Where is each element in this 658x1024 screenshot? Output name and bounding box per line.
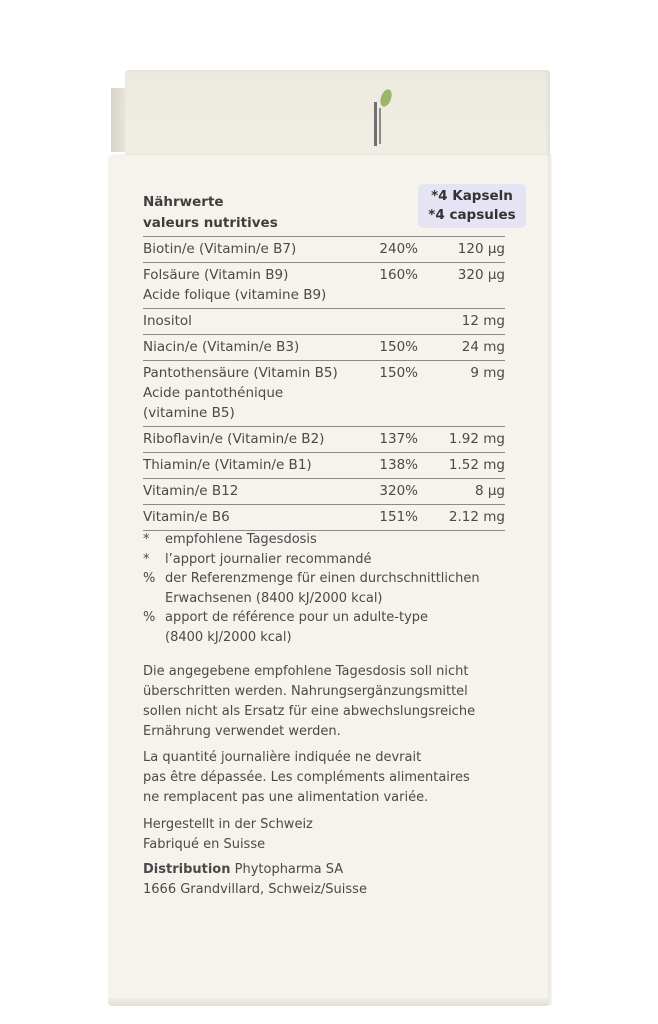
nutrient-name	[143, 263, 368, 309]
footnote	[143, 530, 523, 550]
table-row	[143, 237, 505, 263]
heading-fr: valeurs nutritives	[143, 215, 278, 231]
table-row	[143, 427, 505, 453]
footnote-text	[165, 569, 480, 608]
table-row	[143, 335, 505, 361]
nutrient-name	[143, 309, 368, 335]
box-bottom-edge	[108, 998, 550, 1006]
table-row	[143, 263, 505, 309]
warning-de	[143, 662, 523, 742]
text-line: sollen nicht als Ersatz für eine abwechslungsreiche	[143, 704, 476, 719]
origin-text	[143, 815, 523, 855]
footnote-mark: %	[143, 610, 156, 625]
box-lid	[125, 70, 550, 162]
nutrient-percent: 151%	[368, 505, 418, 531]
footnote-line: (8400 kJ/2000 kcal)	[165, 629, 292, 645]
footnote-line: Erwachsenen (8400 kJ/2000 kcal)	[165, 590, 383, 606]
serving-fr: *4 capsules	[428, 207, 516, 223]
footnote-text	[165, 550, 372, 570]
text-line: ne remplacent pas une alimentation variée.	[143, 790, 429, 805]
footnote	[143, 569, 523, 608]
footnotes	[143, 530, 523, 647]
nutrient-percent: 137%	[368, 427, 418, 453]
nutrient-name-line: Inositol	[143, 313, 192, 329]
warning-fr	[143, 748, 523, 808]
nutrient-name-line: Acide folique (vitamine B9)	[143, 287, 327, 303]
table-row	[143, 309, 505, 335]
nutrient-name-line: Niacin/e (Vitamin/e B3)	[143, 339, 300, 355]
nutrient-amount: 1.92 mg	[418, 427, 505, 453]
nutrient-name-line: Folsäure (Vitamin B9)	[143, 267, 289, 283]
nutrient-percent: 320%	[368, 479, 418, 505]
nutrient-amount: 2.12 mg	[418, 505, 505, 531]
nutrient-percent: 240%	[368, 237, 418, 263]
table-row	[143, 453, 505, 479]
table-row	[143, 361, 505, 427]
text-line: pas être dépassée. Les compléments alimentaires	[143, 770, 470, 785]
nutrient-name-line: Vitamin/e B6	[143, 509, 230, 525]
nutrient-amount: 8 µg	[418, 479, 505, 505]
footnote-mark: *	[143, 551, 150, 567]
nutrient-name-line: (vitamine B5)	[143, 405, 235, 421]
nutrient-amount: 320 µg	[418, 263, 505, 309]
nutrient-name	[143, 427, 368, 453]
nutrient-name-line: Riboflavin/e (Vitamin/e B2)	[143, 431, 325, 447]
table-row	[143, 479, 505, 505]
nutrition-table	[143, 236, 505, 531]
footnote-text	[165, 530, 317, 550]
box-edge	[548, 155, 552, 1005]
brand-logo	[368, 88, 394, 148]
nutrient-name-line: Thiamin/e (Vitamin/e B1)	[143, 457, 312, 473]
nutrient-percent: 160%	[368, 263, 418, 309]
distribution-company: Phytopharma SA	[230, 862, 344, 877]
serving-de: *4 Kapseln	[431, 188, 513, 204]
table-row	[143, 505, 505, 531]
nutrient-name	[143, 335, 368, 361]
footnote-line: apport de référence pour un adulte-type	[165, 610, 429, 625]
nutrient-percent: 150%	[368, 361, 418, 427]
nutrient-amount: 12 mg	[418, 309, 505, 335]
nutrient-name-line: Pantothensäure (Vitamin B5)	[143, 365, 338, 381]
footnote-mark: *	[143, 532, 150, 547]
footnote	[143, 550, 523, 570]
text-line: überschritten werden. Nahrungsergänzungsmittel	[143, 684, 468, 699]
serving-badge	[418, 184, 526, 228]
nutrient-amount: 24 mg	[418, 335, 505, 361]
text-line: La quantité journalière indiquée ne devrait	[143, 750, 422, 765]
distribution-block	[143, 860, 523, 900]
nutrient-name-line: Acide pantothénique	[143, 385, 284, 401]
nutrient-name	[143, 453, 368, 479]
footnote-mark: %	[143, 571, 156, 586]
footnote-line: l’apport journalier recommandé	[165, 551, 372, 567]
text-line: Die angegebene empfohlene Tagesdosis soll nicht	[143, 664, 469, 679]
nutrient-name-line: Vitamin/e B12	[143, 483, 239, 499]
nutrient-name	[143, 237, 368, 263]
footnote-line: empfohlene Tagesdosis	[165, 532, 317, 547]
nutrient-amount: 9 mg	[418, 361, 505, 427]
footnote-text	[165, 608, 428, 647]
distribution-label: Distribution	[143, 862, 231, 877]
nutrient-name-line: Biotin/e (Vitamin/e B7)	[143, 241, 297, 257]
text-line: Hergestellt in der Schweiz	[143, 817, 313, 832]
nutrient-amount: 1.52 mg	[418, 453, 505, 479]
nutrient-amount: 120 µg	[418, 237, 505, 263]
footnote-line: der Referenzmenge für einen durchschnittlichen	[165, 571, 480, 586]
distribution-address: 1666 Grandvillard, Schweiz/Suisse	[143, 882, 367, 897]
text-line: Fabriqué en Suisse	[143, 837, 266, 852]
footnote	[143, 608, 523, 647]
nutrient-percent: 138%	[368, 453, 418, 479]
text-line: Ernährung verwendet werden.	[143, 724, 341, 739]
nutrient-name	[143, 361, 368, 427]
nutrient-name	[143, 505, 368, 531]
nutrient-percent	[368, 309, 418, 335]
nutrient-percent: 150%	[368, 335, 418, 361]
nutrient-name	[143, 479, 368, 505]
heading-de: Nährwerte	[143, 194, 224, 210]
